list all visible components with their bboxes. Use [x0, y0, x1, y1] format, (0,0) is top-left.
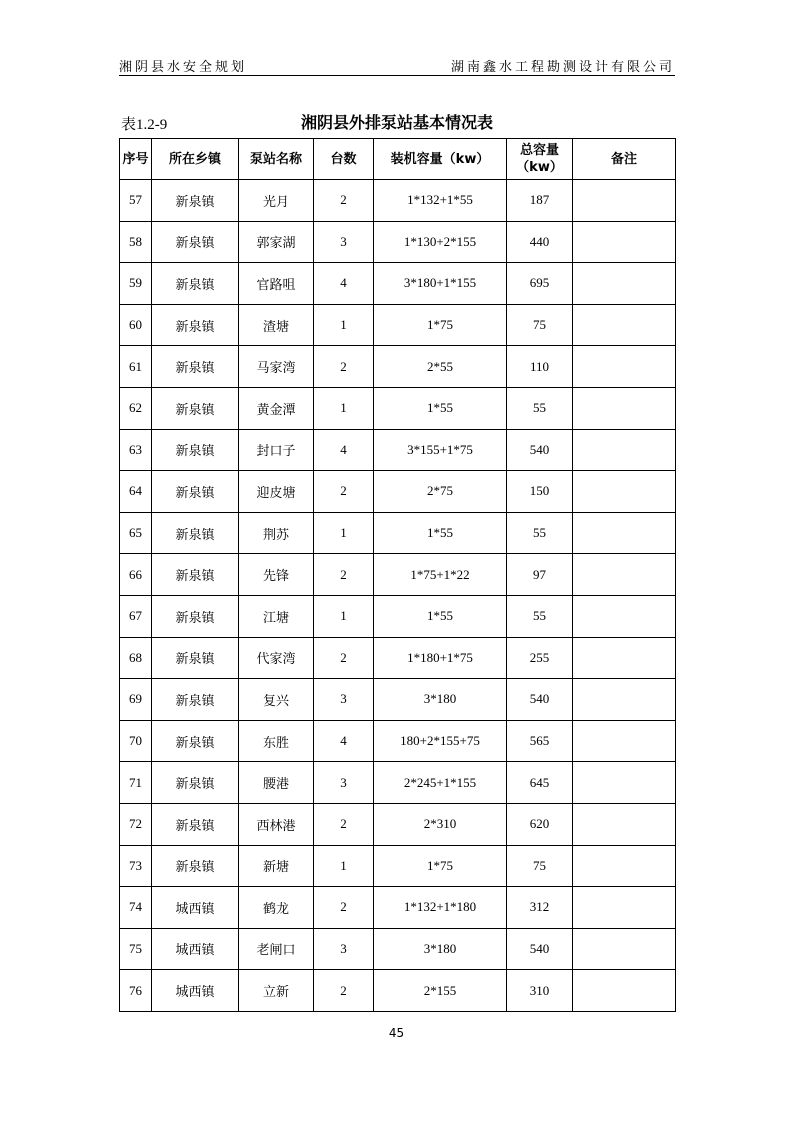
cell-units: 2 [314, 180, 374, 222]
page-number: 45 [388, 1026, 405, 1040]
cell-units: 4 [314, 429, 374, 471]
cell-town: 新泉镇 [152, 221, 239, 263]
cell-capacity: 3*180 [374, 679, 507, 721]
cell-remarks [573, 304, 676, 346]
cell-town: 新泉镇 [152, 803, 239, 845]
cell-total: 150 [507, 471, 573, 513]
cell-total: 255 [507, 637, 573, 679]
cell-station: 封口子 [239, 429, 314, 471]
cell-station: 马家湾 [239, 346, 314, 388]
cell-remarks [573, 554, 676, 596]
column-header-station: 泵站名称 [239, 139, 314, 180]
cell-remarks [573, 471, 676, 513]
table-title: 湘阴县外排泵站基本情况表 [300, 113, 493, 132]
table-row [120, 387, 676, 429]
table-row [120, 346, 676, 388]
cell-units: 3 [314, 928, 374, 970]
table-row [120, 679, 676, 721]
cell-units: 1 [314, 512, 374, 554]
cell-capacity: 1*55 [374, 512, 507, 554]
cell-seq: 66 [120, 554, 152, 596]
cell-total: 540 [507, 928, 573, 970]
cell-station: 渣塘 [239, 304, 314, 346]
cell-town: 城西镇 [152, 970, 239, 1012]
cell-town: 新泉镇 [152, 263, 239, 305]
cell-units: 2 [314, 887, 374, 929]
cell-station: 江塘 [239, 595, 314, 637]
cell-seq: 68 [120, 637, 152, 679]
cell-capacity: 1*55 [374, 387, 507, 429]
cell-total: 187 [507, 180, 573, 222]
cell-town: 新泉镇 [152, 720, 239, 762]
table-row [120, 180, 676, 222]
cell-station: 先锋 [239, 554, 314, 596]
cell-station: 东胜 [239, 720, 314, 762]
cell-station: 西林港 [239, 803, 314, 845]
cell-seq: 62 [120, 387, 152, 429]
cell-remarks [573, 595, 676, 637]
cell-capacity: 2*55 [374, 346, 507, 388]
table-number: 表1.2-9 [121, 117, 168, 133]
cell-units: 2 [314, 554, 374, 596]
cell-town: 新泉镇 [152, 346, 239, 388]
cell-station: 腰港 [239, 762, 314, 804]
cell-units: 2 [314, 803, 374, 845]
cell-total: 540 [507, 429, 573, 471]
cell-station: 光月 [239, 180, 314, 222]
cell-seq: 67 [120, 595, 152, 637]
cell-town: 新泉镇 [152, 304, 239, 346]
table-row [120, 595, 676, 637]
table-row [120, 554, 676, 596]
cell-capacity: 1*130+2*155 [374, 221, 507, 263]
cell-town: 新泉镇 [152, 637, 239, 679]
cell-total: 97 [507, 554, 573, 596]
cell-total: 310 [507, 970, 573, 1012]
cell-station: 新塘 [239, 845, 314, 887]
cell-capacity: 3*180+1*155 [374, 263, 507, 305]
cell-remarks [573, 928, 676, 970]
cell-remarks [573, 180, 676, 222]
table-row [120, 803, 676, 845]
cell-capacity: 3*155+1*75 [374, 429, 507, 471]
cell-town: 新泉镇 [152, 429, 239, 471]
cell-total: 75 [507, 845, 573, 887]
cell-units: 2 [314, 637, 374, 679]
cell-capacity: 1*75 [374, 304, 507, 346]
pump-station-table [119, 138, 676, 1012]
column-header-seq: 序号 [120, 139, 152, 180]
cell-remarks [573, 346, 676, 388]
cell-total: 695 [507, 263, 573, 305]
table-body [120, 180, 676, 1012]
cell-total: 620 [507, 803, 573, 845]
column-header-total-line2: （kw） [516, 160, 563, 175]
cell-seq: 75 [120, 928, 152, 970]
cell-total: 645 [507, 762, 573, 804]
cell-seq: 69 [120, 679, 152, 721]
cell-units: 3 [314, 762, 374, 804]
table-row [120, 637, 676, 679]
cell-capacity: 1*132+1*180 [374, 887, 507, 929]
cell-seq: 63 [120, 429, 152, 471]
column-header-total [507, 139, 573, 180]
cell-remarks [573, 679, 676, 721]
column-header-capacity: 装机容量（kw） [374, 139, 507, 180]
cell-seq: 71 [120, 762, 152, 804]
cell-station: 鹤龙 [239, 887, 314, 929]
cell-units: 3 [314, 221, 374, 263]
cell-seq: 60 [120, 304, 152, 346]
cell-station: 代家湾 [239, 637, 314, 679]
cell-seq: 59 [120, 263, 152, 305]
table-row [120, 887, 676, 929]
cell-remarks [573, 887, 676, 929]
cell-seq: 61 [120, 346, 152, 388]
cell-seq: 57 [120, 180, 152, 222]
cell-total: 55 [507, 512, 573, 554]
header-company-name: 湖南鑫水工程勘测设计有限公司 [450, 60, 675, 75]
cell-capacity: 1*75 [374, 845, 507, 887]
cell-station: 黄金潭 [239, 387, 314, 429]
cell-units: 3 [314, 679, 374, 721]
cell-station: 迎皮塘 [239, 471, 314, 513]
cell-capacity: 2*310 [374, 803, 507, 845]
page-header [119, 56, 675, 76]
cell-seq: 72 [120, 803, 152, 845]
cell-town: 新泉镇 [152, 679, 239, 721]
table-row [120, 471, 676, 513]
cell-town: 新泉镇 [152, 554, 239, 596]
column-header-units: 台数 [314, 139, 374, 180]
cell-station: 官路咀 [239, 263, 314, 305]
cell-remarks [573, 637, 676, 679]
cell-capacity: 2*245+1*155 [374, 762, 507, 804]
cell-remarks [573, 970, 676, 1012]
cell-units: 1 [314, 595, 374, 637]
header-document-title: 湘阴县水安全规划 [119, 60, 248, 75]
cell-town: 新泉镇 [152, 180, 239, 222]
cell-total: 55 [507, 387, 573, 429]
table-row [120, 512, 676, 554]
cell-town: 新泉镇 [152, 762, 239, 804]
cell-town: 新泉镇 [152, 471, 239, 513]
cell-remarks [573, 221, 676, 263]
table-row [120, 762, 676, 804]
cell-capacity: 1*180+1*75 [374, 637, 507, 679]
cell-units: 2 [314, 970, 374, 1012]
cell-seq: 70 [120, 720, 152, 762]
cell-capacity: 1*55 [374, 595, 507, 637]
cell-town: 城西镇 [152, 887, 239, 929]
table-row [120, 928, 676, 970]
cell-remarks [573, 429, 676, 471]
cell-station: 立新 [239, 970, 314, 1012]
table-row [120, 720, 676, 762]
cell-station: 老闸口 [239, 928, 314, 970]
table-row [120, 429, 676, 471]
column-header-total-line1: 总容量 [519, 143, 559, 158]
cell-seq: 58 [120, 221, 152, 263]
cell-station: 复兴 [239, 679, 314, 721]
cell-town: 新泉镇 [152, 387, 239, 429]
cell-town: 新泉镇 [152, 845, 239, 887]
cell-seq: 65 [120, 512, 152, 554]
table-row [120, 970, 676, 1012]
cell-seq: 74 [120, 887, 152, 929]
table-header-row [120, 139, 676, 180]
cell-units: 4 [314, 263, 374, 305]
cell-capacity: 1*132+1*55 [374, 180, 507, 222]
cell-total: 75 [507, 304, 573, 346]
cell-station: 荆苏 [239, 512, 314, 554]
cell-capacity: 1*75+1*22 [374, 554, 507, 596]
cell-units: 1 [314, 387, 374, 429]
cell-capacity: 2*155 [374, 970, 507, 1012]
cell-total: 540 [507, 679, 573, 721]
cell-town: 城西镇 [152, 928, 239, 970]
cell-remarks [573, 387, 676, 429]
header-divider [119, 75, 675, 76]
cell-units: 1 [314, 304, 374, 346]
cell-seq: 73 [120, 845, 152, 887]
column-header-remarks: 备注 [573, 139, 676, 180]
cell-capacity: 180+2*155+75 [374, 720, 507, 762]
cell-capacity: 2*75 [374, 471, 507, 513]
cell-total: 440 [507, 221, 573, 263]
cell-town: 新泉镇 [152, 595, 239, 637]
cell-remarks [573, 762, 676, 804]
cell-total: 565 [507, 720, 573, 762]
column-header-town: 所在乡镇 [152, 139, 239, 180]
cell-remarks [573, 263, 676, 305]
cell-station: 郭家湖 [239, 221, 314, 263]
cell-remarks [573, 803, 676, 845]
cell-units: 2 [314, 346, 374, 388]
table-row [120, 263, 676, 305]
cell-units: 4 [314, 720, 374, 762]
cell-total: 110 [507, 346, 573, 388]
cell-total: 312 [507, 887, 573, 929]
table-row [120, 845, 676, 887]
table-row [120, 221, 676, 263]
table-row [120, 304, 676, 346]
cell-town: 新泉镇 [152, 512, 239, 554]
cell-seq: 64 [120, 471, 152, 513]
cell-remarks [573, 720, 676, 762]
cell-units: 2 [314, 471, 374, 513]
cell-seq: 76 [120, 970, 152, 1012]
cell-remarks [573, 512, 676, 554]
cell-units: 1 [314, 845, 374, 887]
cell-capacity: 3*180 [374, 928, 507, 970]
cell-remarks [573, 845, 676, 887]
cell-total: 55 [507, 595, 573, 637]
